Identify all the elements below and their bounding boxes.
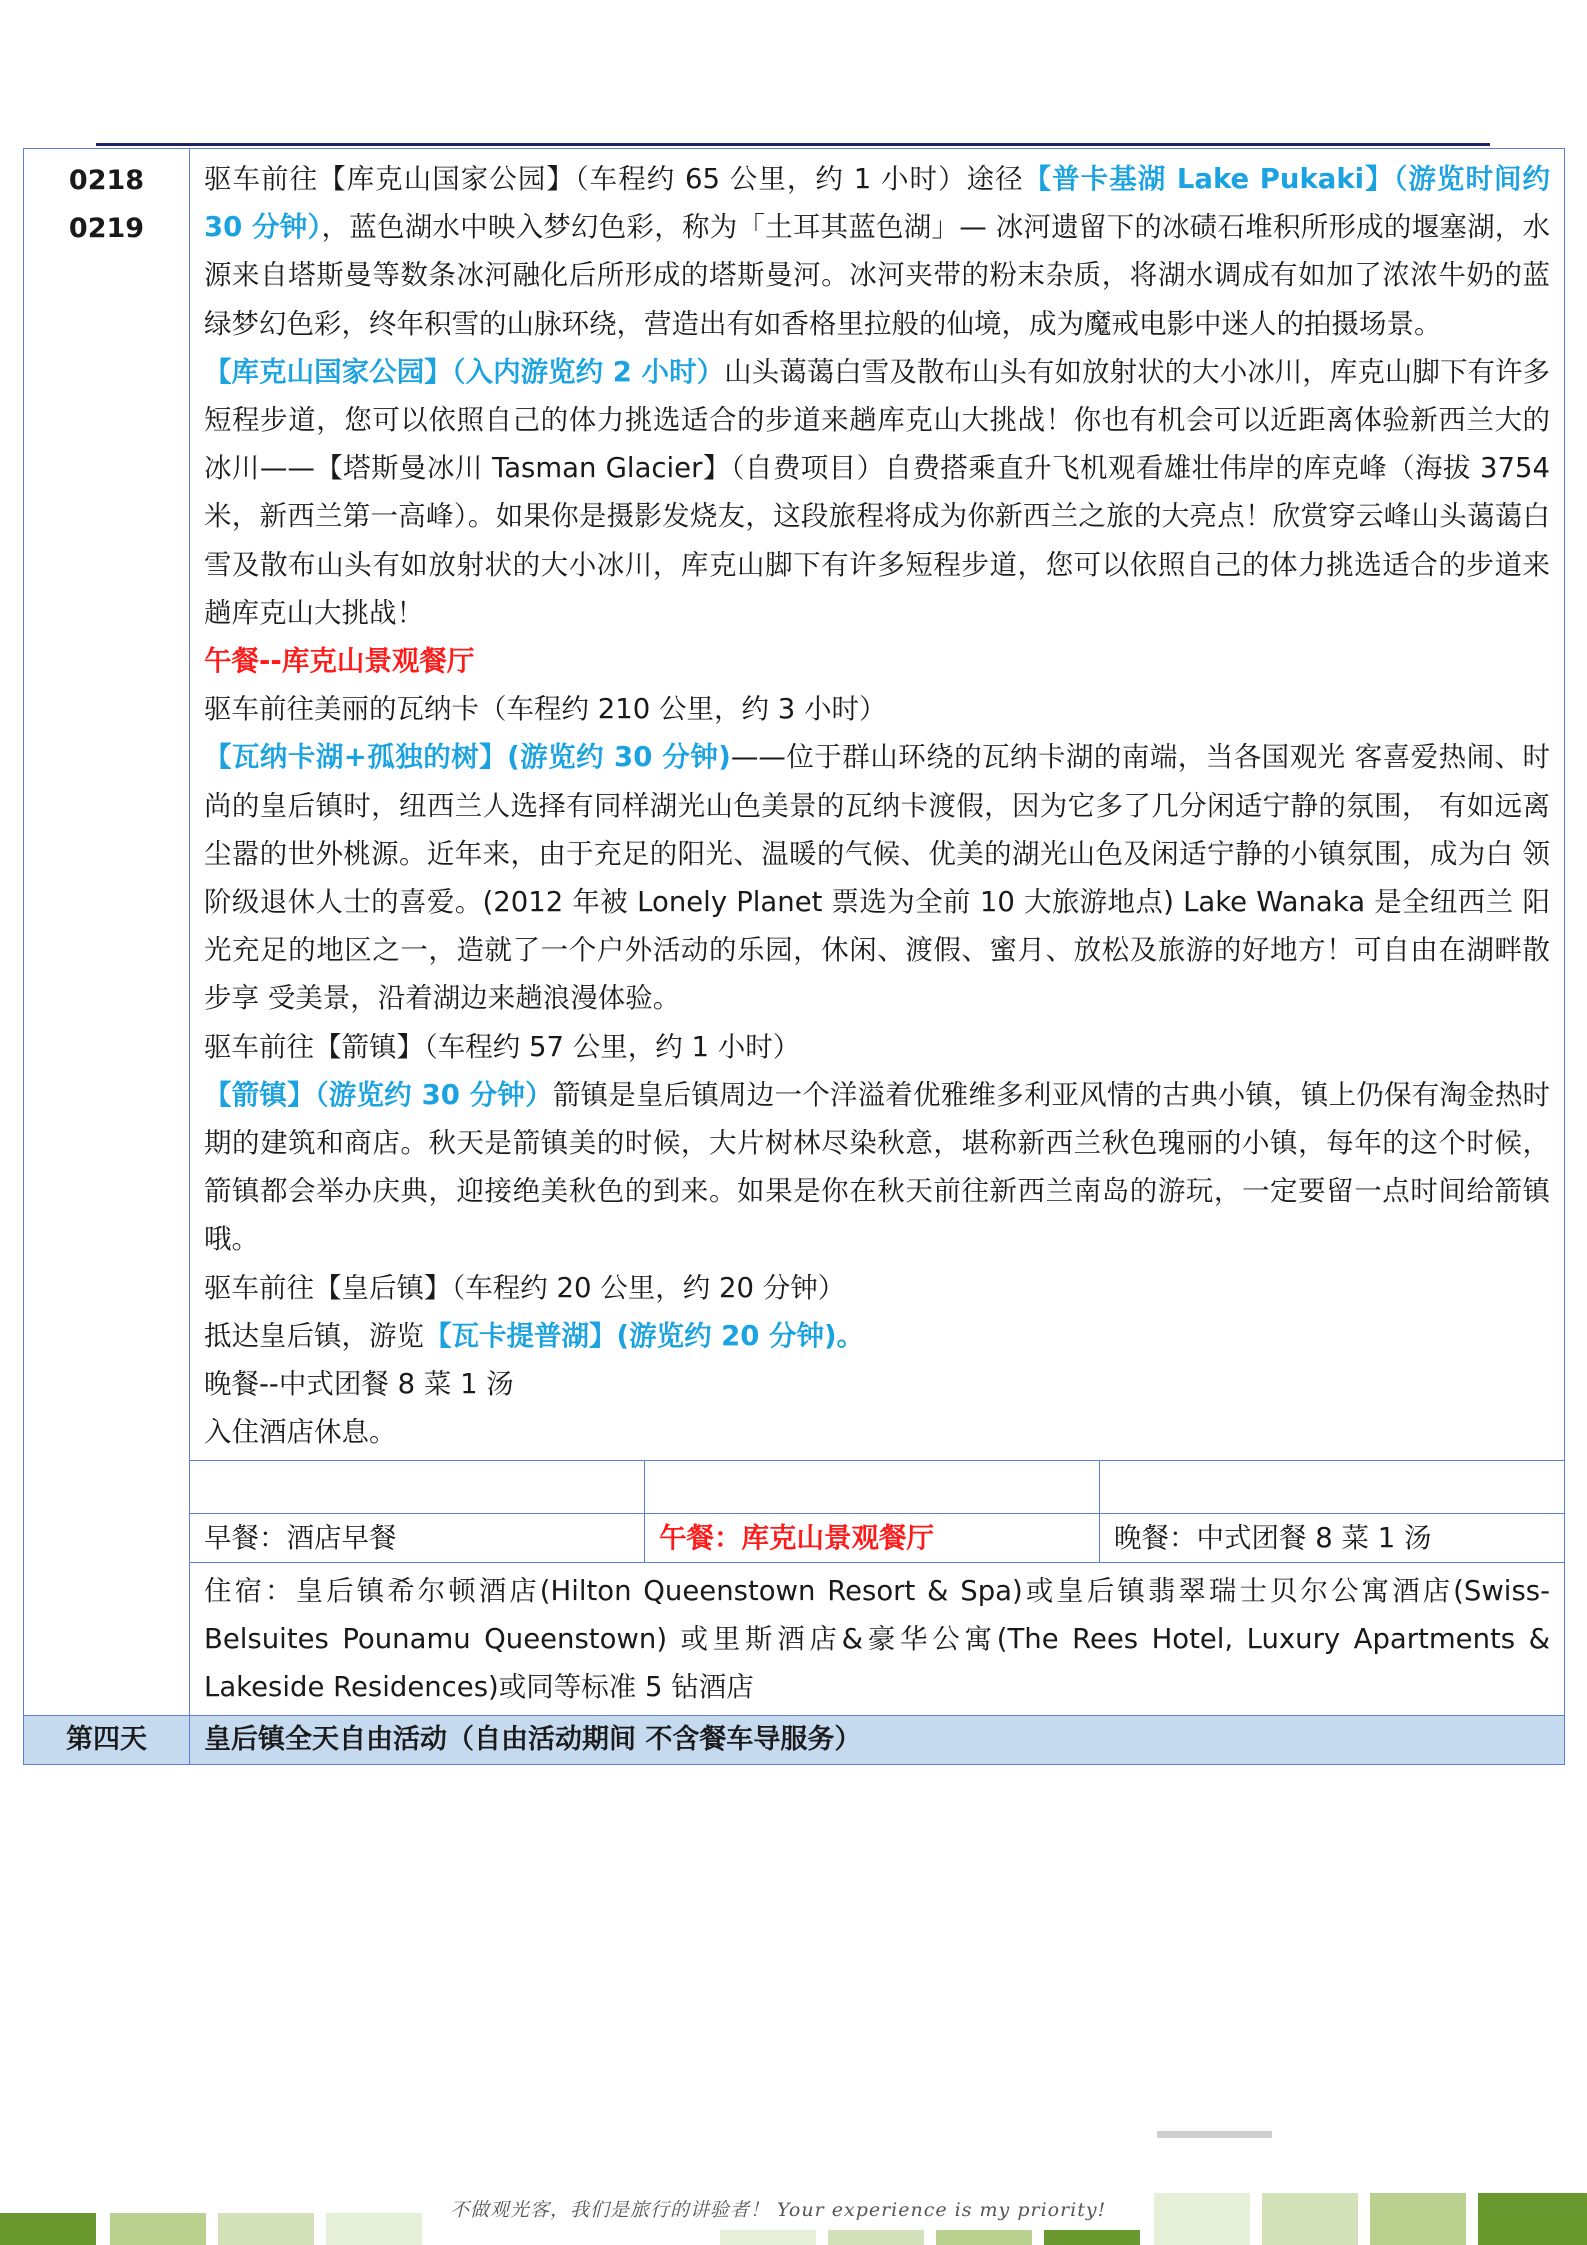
description-text: ，蓝色湖水中映入梦幻色彩，称为「土耳其蓝色湖」— 冰河遗留下的冰碛石堆积所形成的堰塞湖，水源来自塔斯曼等数条冰河融化后所形成的塔斯曼河。冰河夹带的粉末杂质，将湖水调成有如加了浓浓牛奶的蓝绿梦幻色彩，终年积雪的山脉环绕，营造出有如香格里拉般的仙境，成为魔戒电影中迷人的拍摄场景。 (204, 211, 1551, 340)
footer-square (1044, 2230, 1140, 2245)
footer-square (218, 2213, 314, 2245)
itinerary-table (23, 148, 1565, 1765)
attraction-highlight: 【普卡基湖 Lake Pukaki】（游览时间约 30 分钟） (204, 163, 1551, 244)
footer-square (936, 2230, 1032, 2245)
attraction-highlight: 【库克山国家公园】（入内游览约 2 小时） (204, 355, 725, 388)
description-paragraph (204, 733, 1550, 1022)
hotel-row (24, 1563, 1565, 1716)
date-line: 0219 (68, 213, 145, 244)
lunch-cell: 午餐：库克山景观餐厅 (645, 1514, 1100, 1563)
description-text: 驱车前往【库克山国家公园】（车程约 65 公里，约 1 小时）途径 (204, 163, 1024, 195)
blank-cell (190, 1461, 645, 1514)
footer-square (720, 2230, 816, 2245)
description-text: 驱车前往【箭镇】（车程约 57 公里，约 1 小时） (204, 1030, 801, 1063)
meal-header-row (24, 1461, 1565, 1514)
footer-square (110, 2213, 206, 2245)
footer-square (326, 2213, 422, 2245)
description-paragraph (204, 1071, 1550, 1264)
description-paragraph (204, 1312, 1550, 1360)
blank-cell (645, 1461, 1100, 1514)
paragraphs (204, 155, 1550, 1456)
day3-description (190, 149, 1565, 1461)
dinner-cell: 晚餐：中式团餐 8 菜 1 汤 (1100, 1514, 1565, 1563)
hotel-cell: 住宿：皇后镇希尔顿酒店(Hilton Queenstown Resort & Spa)或皇后镇翡翠瑞士贝尔公寓酒店(Swiss-Belsuites Pounamu Queenstown) 或里斯酒店&豪华公寓(The Rees Hotel, Luxury Apartments & Lakeside Residences)或同等标准 5 钻酒店 (190, 1563, 1565, 1716)
attraction-highlight: 【瓦纳卡湖+孤独的树】(游览约 30 分钟) (204, 741, 731, 774)
day4-row (24, 1716, 1565, 1765)
description-paragraph (204, 685, 1550, 733)
day4-title: 皇后镇全天自由活动（自由活动期间 不含餐车导服务） (190, 1716, 1565, 1765)
description-paragraph (204, 1360, 1550, 1408)
footer-square (0, 2213, 96, 2245)
description-paragraph (204, 637, 1550, 685)
description-text: 驱车前往美丽的瓦纳卡（车程约 210 公里，约 3 小时） (204, 693, 887, 726)
date-cell (24, 149, 190, 1716)
description-text: 晚餐--中式团餐 8 菜 1 汤 (204, 1368, 514, 1401)
meals-row (24, 1514, 1565, 1563)
page-marker (1157, 2131, 1272, 2138)
description-paragraph (204, 155, 1550, 348)
footer-square (1370, 2193, 1466, 2245)
description-paragraph (204, 1023, 1550, 1071)
description-text: 箭镇是皇后镇周边一个洋溢着优雅维多利亚风情的古典小镇，镇上仍保有淘金热时期的建筑和商店。秋天是箭镇美的时候，大片树林尽染秋意，堪称新西兰秋色瑰丽的小镇，每年的这个时候，箭镇都会举办庆典，迎接绝美秋色的到来。如果是你在秋天前往新西兰南岛的游玩，一定要留一点时间给箭镇哦。 (204, 1078, 1551, 1256)
attraction-highlight: 【箭镇】（游览约 30 分钟） (204, 1078, 553, 1111)
header-rule (96, 143, 1490, 146)
footer-square (828, 2230, 924, 2245)
description-text: ——位于群山环绕的瓦纳卡湖的南端，当各国观光 客喜爱热闹、时尚的皇后镇时，纽西兰人选择有同样湖光山色美景的瓦纳卡渡假，因为它多了几分闲适宁静的氛围， 有如远离尘嚣的世外桃源。近年来，由于充足的阳光、温暖的气候、优美的湖光山色及闲适宁静的小镇氛围，成为白 领阶级退休人士的喜爱。(2012 年被 Lonely Planet 票选为全前 10 大旅游地点) Lake Wanaka 是全纽西兰 阳光充足的地区之一，造就了一个户外活动的乐园，休闲、渡假、蜜月、放松及旅游的好地方！可自由在湖畔散步享 受美景，沿着湖边来趟浪漫体验。 (204, 741, 1551, 1015)
description-text: 驱车前往【皇后镇】（车程约 20 公里，约 20 分钟） (204, 1271, 846, 1304)
description-paragraph (204, 1264, 1550, 1312)
description-paragraph (204, 348, 1550, 637)
footer-square (1154, 2193, 1250, 2245)
day4-label: 第四天 (24, 1716, 190, 1765)
description-text: 山头蔼蔼白雪及散布山头有如放射状的大小冰川，库克山脚下有许多短程步道，您可以依照自己的体力挑选适合的步道来趟库克山大挑战！你也有机会可以近距离体验新西兰大的冰川——【塔斯曼冰川 Tasman Glacier】（自费项目）自费搭乘直升飞机观看雄壮伟岸的库克峰（海拔 3754 米，新西兰第一高峰）。如果你是摄影发烧友，这段旅程将成为你新西兰之旅的大亮点！欣赏穿云峰山头蔼蔼白雪及散布山头有如放射状的大小冰川，库克山脚下有许多短程步道，您可以依照自己的体力挑选适合的步道来趟库克山大挑战！ (204, 355, 1551, 629)
day3-content-row (24, 149, 1565, 1461)
footer-square (1478, 2193, 1587, 2245)
breakfast-cell: 早餐：酒店早餐 (190, 1514, 645, 1563)
date-line: 0218 (68, 165, 145, 196)
description-paragraph (204, 1408, 1550, 1456)
footer-square (1262, 2193, 1358, 2245)
description-text: 抵达皇后镇，游览 (204, 1319, 424, 1352)
blank-cell (1100, 1461, 1565, 1514)
attraction-highlight: 【瓦卡提普湖】(游览约 20 分钟)。 (424, 1319, 865, 1352)
lunch-note: 午餐--库克山景观餐厅 (204, 645, 475, 678)
description-text: 入住酒店休息。 (204, 1416, 397, 1449)
footer-slogan: 不做观光客，我们是旅行的讲验者！ Your experience is my priority! (450, 2199, 1107, 2221)
